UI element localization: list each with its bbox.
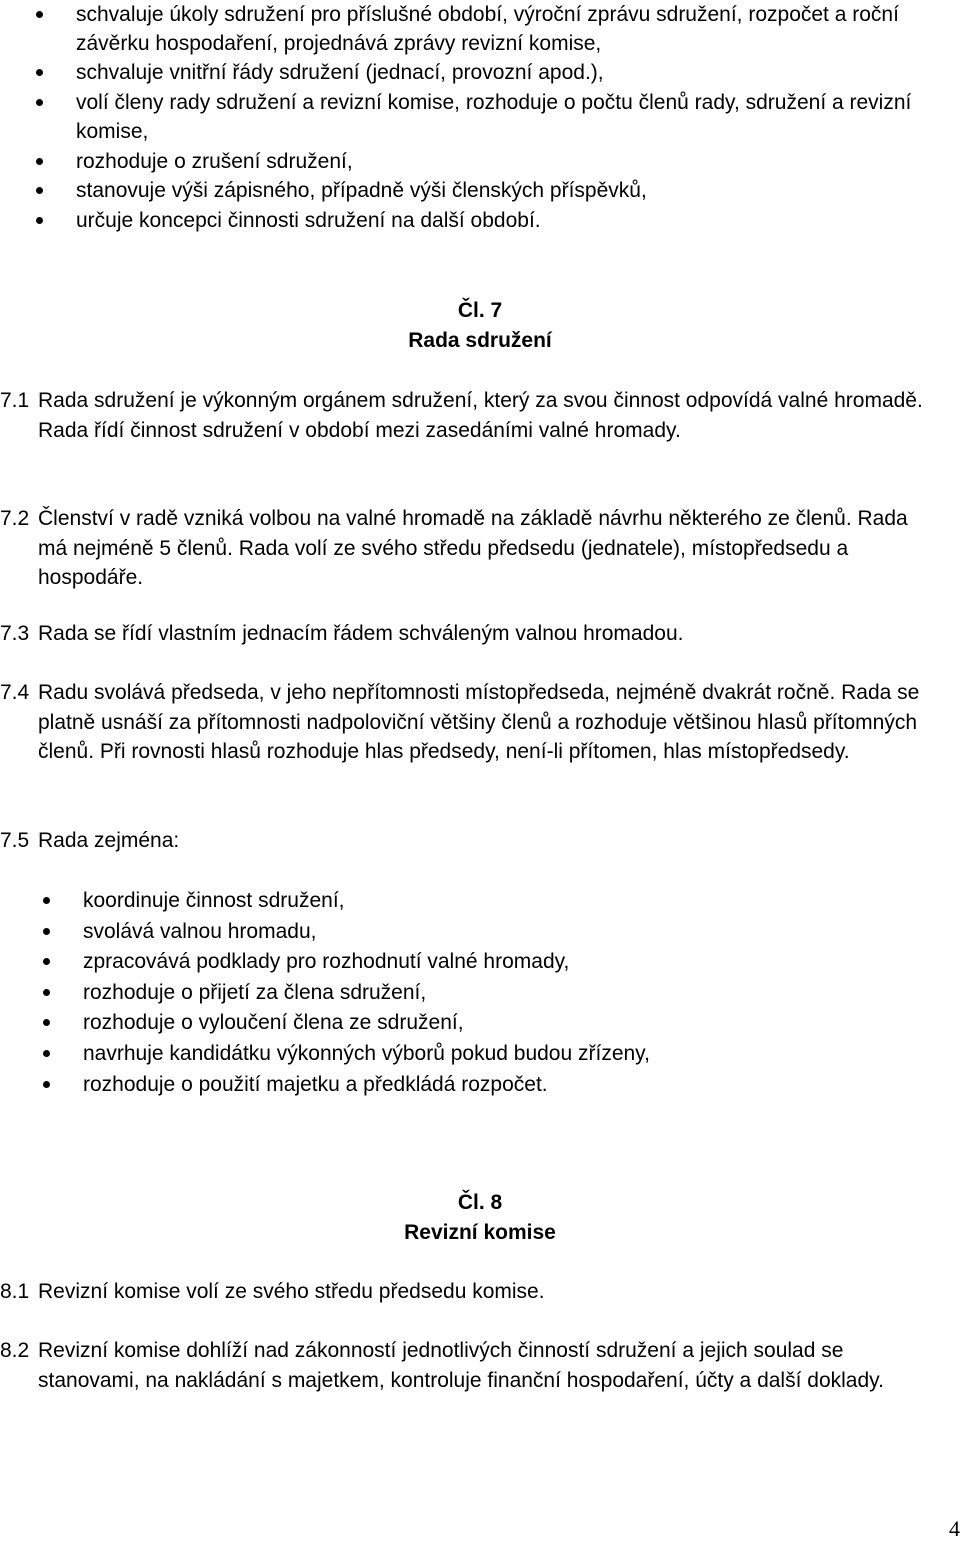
list-item: rozhoduje o vyloučení člena ze sdružení,: [83, 1008, 943, 1039]
bullet-icon: [43, 897, 50, 904]
paragraph-number: 7.3: [0, 622, 30, 645]
article-8-title: Revizní komise: [404, 1221, 556, 1244]
list-item: schvaluje vnitřní řády sdružení (jednací, provozní apod.),: [76, 58, 936, 88]
bullet-icon: [43, 989, 50, 996]
list-item: koordinuje činnost sdružení,: [83, 886, 943, 917]
bullet-icon: [43, 1019, 50, 1026]
list-item: zpracovává podklady pro rozhodnutí valné hromady,: [83, 947, 943, 978]
list-item: rozhoduje o zrušení sdružení,: [76, 147, 936, 177]
list-item: navrhuje kandidátku výkonných výborů pokud budou zřízeny,: [83, 1039, 943, 1070]
article-7-title: Rada sdružení: [408, 329, 552, 352]
paragraph-7-1: 7.1 Rada sdružení je výkonným orgánem sdružení, který za svou činnost odpovídá valné hromadě. Rada řídí činnost sdružení v období mezi zasedáními valné hromady.: [38, 386, 938, 445]
list-item: rozhoduje o přijetí za člena sdružení,: [83, 978, 943, 1009]
list-item: schvaluje úkoly sdružení pro příslušné období, výroční zprávu sdružení, rozpočet a roční závěrku hospodaření, projednává zprávy revizní komise,: [76, 0, 936, 58]
paragraph-7-2: 7.2 Členství v radě vzniká volbou na valné hromadě na základě návrhu některého ze členů. Rada má nejméně 5 členů. Rada volí ze svého středu předsedu (jednatele), místopředsedu a hospodáře.: [38, 504, 938, 593]
list-item: stanovuje výši zápisného, případně výši členských příspěvků,: [76, 176, 936, 206]
paragraph-number: 7.5: [0, 829, 30, 852]
paragraph-number: 7.4: [0, 681, 30, 704]
list-item: určuje koncepci činnosti sdružení na další období.: [76, 206, 936, 236]
paragraph-number: 7.2: [0, 507, 30, 530]
bullet-icon: [36, 187, 43, 194]
list-item: volí členy rady sdružení a revizní komise, rozhoduje o počtu členů rady, sdružení a revizní komise,: [76, 88, 936, 147]
bullet-icon: [36, 99, 43, 106]
paragraph-7-3: 7.3 Rada se řídí vlastním jednacím řádem schváleným valnou hromadou.: [38, 619, 938, 649]
bullet-icon: [36, 217, 43, 224]
paragraph-number: 8.1: [0, 1280, 30, 1303]
paragraph-number: 7.1: [0, 389, 30, 412]
paragraph-8-1: 8.1 Revizní komise volí ze svého středu předsedu komise.: [38, 1277, 938, 1307]
bullet-icon: [43, 1081, 50, 1088]
bullet-icon: [36, 11, 43, 18]
paragraph-8-2: 8.2 Revizní komise dohlíží nad zákonností jednotlivých činností sdružení a jejich soulad se stanovami, na nakládání s majetkem, kontroluje finanční hospodaření, účty a další doklady.: [38, 1336, 938, 1395]
bullet-icon: [36, 158, 43, 165]
paragraph-7-4: 7.4 Radu svolává předseda, v jeho nepřítomnosti místopředseda, nejméně dvakrát ročně. Rada se platně usnáší za přítomnosti nadpoloviční většiny členů a rozhoduje většinou hlasů přítomných členů. Při rovnosti hlasů rozhoduje hlas předsedy, není-li přítomen, hlas místopředsedy.: [38, 678, 938, 767]
bullet-icon: [43, 928, 50, 935]
paragraph-number: 8.2: [0, 1339, 30, 1362]
general-assembly-duties-list: [76, 0, 936, 236]
list-item: svolává valnou hromadu,: [83, 917, 943, 948]
article-8-number: Čl. 8: [457, 1191, 503, 1214]
board-duties-list: [83, 886, 943, 1100]
page-number: 4: [949, 1516, 960, 1541]
paragraph-7-5: 7.5 Rada zejména:: [38, 826, 938, 856]
list-item: rozhoduje o použití majetku a předkládá rozpočet.: [83, 1070, 943, 1101]
bullet-icon: [43, 1050, 50, 1057]
bullet-icon: [36, 69, 43, 76]
article-7-number: Čl. 7: [457, 299, 503, 322]
bullet-icon: [43, 958, 50, 965]
